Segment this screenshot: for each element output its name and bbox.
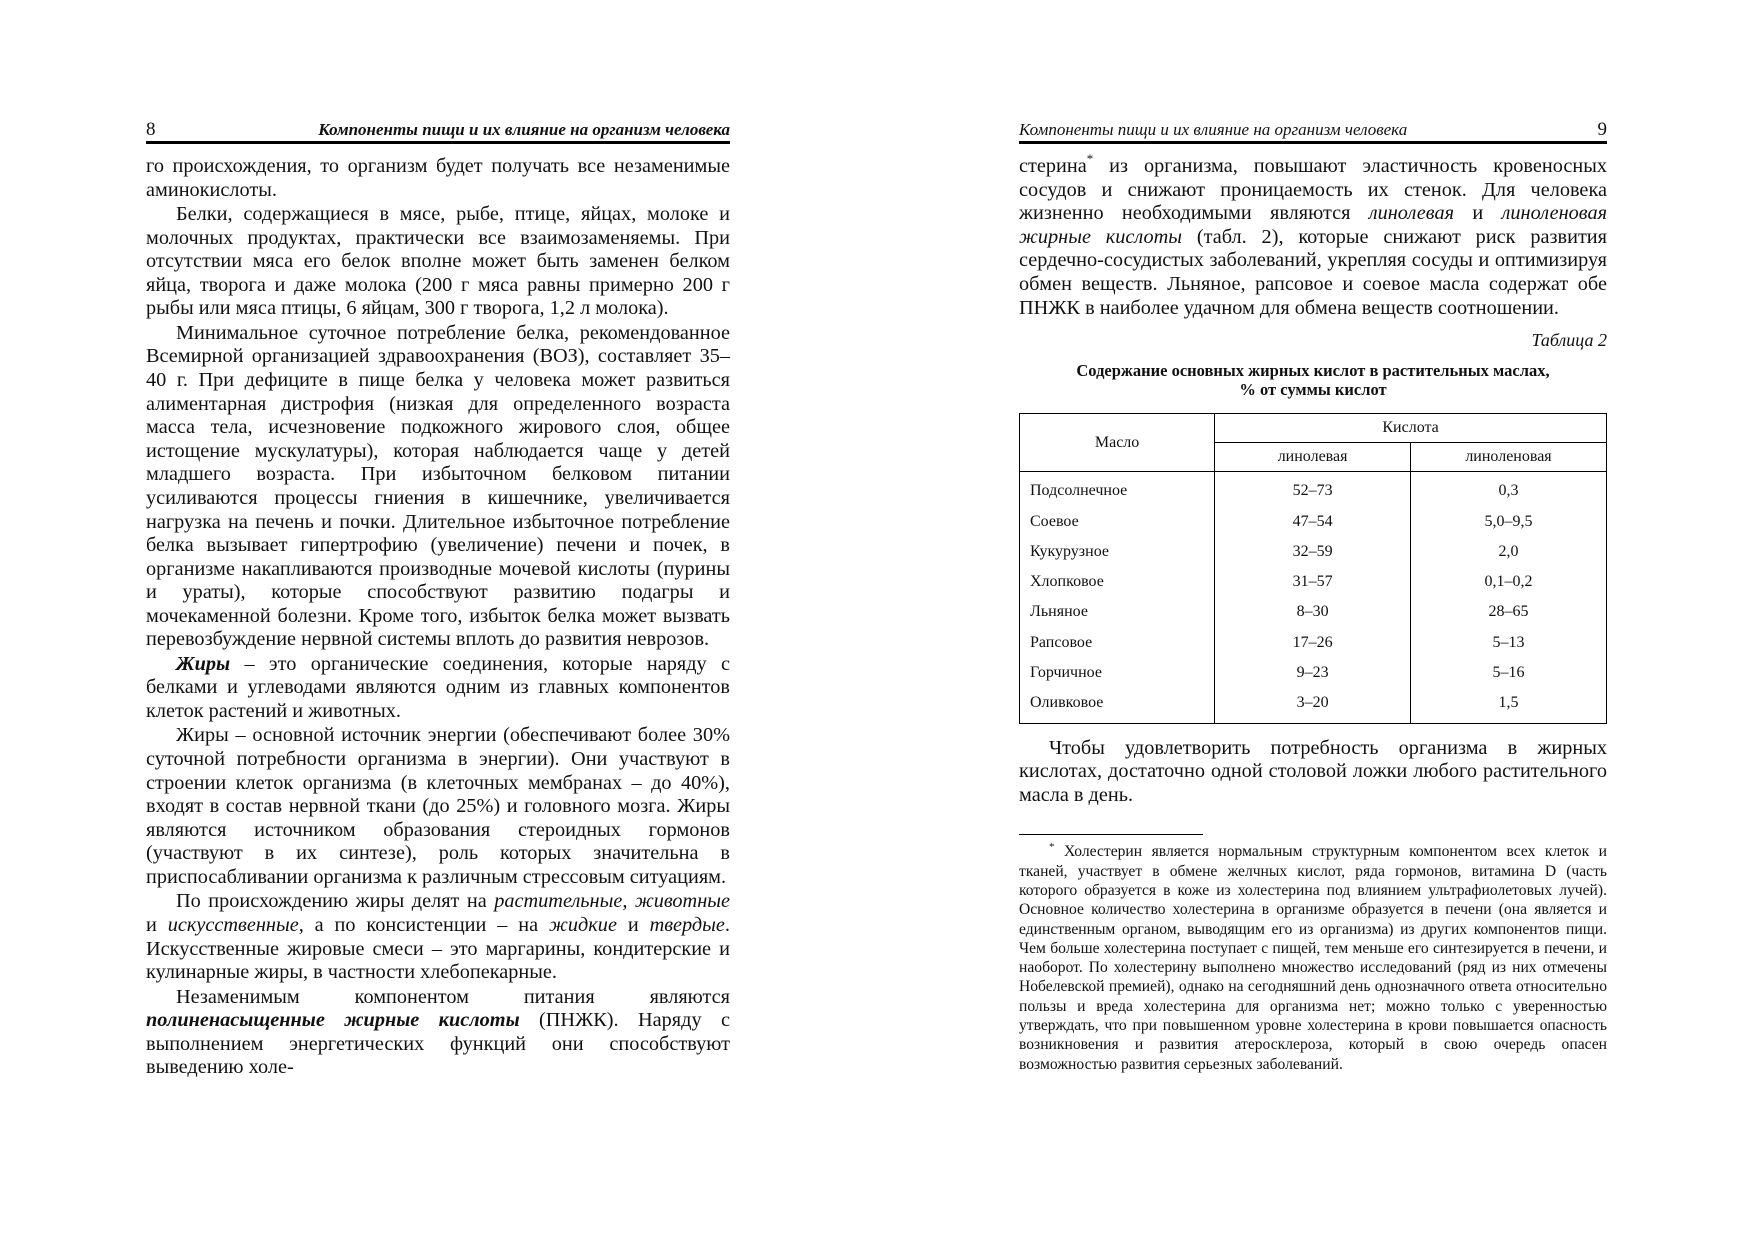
table-row: Оливковое 3–20 1,5 (1020, 688, 1607, 723)
term-fats: Жиры (176, 652, 231, 675)
table-row: Кукурузное 32–59 2,0 (1020, 537, 1607, 567)
paragraph: Жиры – основной источник энергии (обеспечивают более 30% суточной потребности организма в энергии). Они участвуют в строении клеток организма (в клеточных мембранах – до 40%), входят в состав нервной ткани (до 25%) и головного мозга. Жиры являются источником образования стероидных гормонов (участвуют в их синтезе), роль которых значительна в приспосабливании организма к различным стрессовым ситуациям. (146, 724, 730, 888)
footnote-divider (1019, 834, 1203, 835)
header-linoleic: линолевая (1215, 443, 1411, 472)
footnote: * Холестерин является нормальным структурным компонентом всех клеток и тканей, участвует в обмене желчных кислот, ряда гормонов, витамина D (часть которого образуется в коже из холестерина под влиянием ультрафиолетовых лучей). Основное количество холестерина в организме образуется в печени (она является и единственным органом, выводящим его из организма) из других компонентов пищи. Чем больше холестерина поступает с пищей, тем меньше его синтезируется в печени, и наоборот. По холестерину выполнено множество исследований (ряд из них отмечены Нобелевской премией), однако на сегодняшний день однозначного ответа относительно пользы и вреда холестерина для организма нет; можно только с уверенностью утверждать, что при повышенном уровне холестерина в крови повышается опасность возникновения и развития атеросклероза, который в свою очередь опасен возможностью развития серьезных заболеваний. (1019, 841, 1607, 1073)
running-head-title: Компоненты пищи и их влияние на организм человека (318, 120, 730, 139)
header-linolenic: линоленовая (1411, 443, 1607, 472)
running-head (1019, 116, 1607, 144)
running-head-title: Компоненты пищи и их влияние на организм человека (1019, 120, 1408, 139)
table-row: Соевое 47–54 5,0–9,5 (1020, 506, 1607, 536)
table-caption: Содержание основных жирных кислот в растительных маслах, % от суммы кислот (1076, 361, 1550, 400)
table-row: Рапсовое 17–26 5–13 (1020, 628, 1607, 658)
header-acid: Кислота (1215, 414, 1607, 443)
footnote-mark: * (1049, 841, 1055, 854)
table-label: Таблица 2 (1531, 330, 1607, 351)
header-oil: Масло (1020, 414, 1215, 472)
paragraph: Минимальное суточное потребление белка, рекомендованное Всемирной организацией здравоохранения (ВОЗ), составляет 35–40 г. При дефиците в пище белка у человека может развиться алиментарная дистрофия (низкая для определенного возраста масса тела, исчезновение подкожного жирового слоя, общее истощение мускулатуры), которая наблюдается чаще у детей младшего возраста. При избыточном белковом питании усиливаются процессы гниения в кишечнике, увеличивается нагрузка на печень и почки. Длительное избыточное потребление белка вызывает гипертрофию (увеличение) печени и почек, в организме накапливаются производные мочевой кислоты (пурины и ураты), которые способствуют развитию подагры и мочекаменной болезни. Кроме того, избыток белка может вызвать перевозбуждение нервной системы вплоть до развития неврозов. (146, 321, 730, 651)
left-page (146, 116, 730, 1080)
paragraph: Жиры – это органические соединения, которые наряду с белками и углеводами являются одним из главных компонентов клеток растений и животных. (146, 652, 730, 723)
table-row: Горчичное 9–23 5–16 (1020, 658, 1607, 688)
paragraph: го происхождения, то организм будет получать все незаменимые аминокислоты. (146, 155, 730, 201)
table-row: Хлопковое 31–57 0,1–0,2 (1020, 567, 1607, 597)
table-row: Подсолнечное 52–73 0,3 (1020, 472, 1607, 507)
footnote-mark: * (1086, 151, 1094, 166)
body-text (1019, 151, 1608, 320)
paragraph: Чтобы удовлетворить потребность организма в жирных кислотах, достаточно одной столовой ложки любого растительного масла в день. (1019, 736, 1607, 806)
body-text (146, 155, 730, 1080)
paragraph: Белки, содержащиеся в мясе, рыбе, птице, яйцах, молоке и молочных продуктах, практически все взаимозаменяемы. При отсутствии мяса его белок вполне может быть заменен белком яйца, творога и даже молока (200 г мяса равны примерно 200 г рыбы или мяса птицы, 6 яйцам, 300 г творога, 1,2 л молока). (146, 202, 730, 320)
body-text (1019, 737, 1607, 808)
page-number: 9 (1597, 119, 1607, 140)
term-pufa: полиненасыщенные жирные кислоты (146, 1009, 520, 1032)
paragraph: стерина* из организма, повышают эластичность кровеносных сосудов и снижают проницаемость их стенок. Для человека жизненно необходимыми являются линолевая и линоленовая жирные кислоты (табл. 2), которые снижают риск развития сердечно-сосудистых заболеваний, укрепляя сосуды и оптимизируя обмен веществ. Льняное, рапсовое и соевое масла содержат обе ПНЖК в наиболее удачном для обмена веществ соотношении. (1019, 151, 1608, 319)
fatty-acids-table (1019, 413, 1607, 723)
running-head (146, 116, 730, 144)
paragraph: По происхождению жиры делят на растительные, животные и искусственные, а по консистенции – на жидкие и твердые. Искусственные жировые смеси – это маргарины, кондитерские и кулинарные жиры, в частности хлебопекарные. (146, 890, 730, 984)
paragraph: Незаменимым компонентом питания являются полиненасыщенные жирные кислоты (ПНЖК). Наряду с выполнением энергетических функций они способствуют выведению холе- (146, 985, 730, 1079)
right-page (1019, 116, 1607, 1074)
table-row: Льняное 8–30 28–65 (1020, 597, 1607, 627)
page-number: 8 (146, 119, 156, 140)
